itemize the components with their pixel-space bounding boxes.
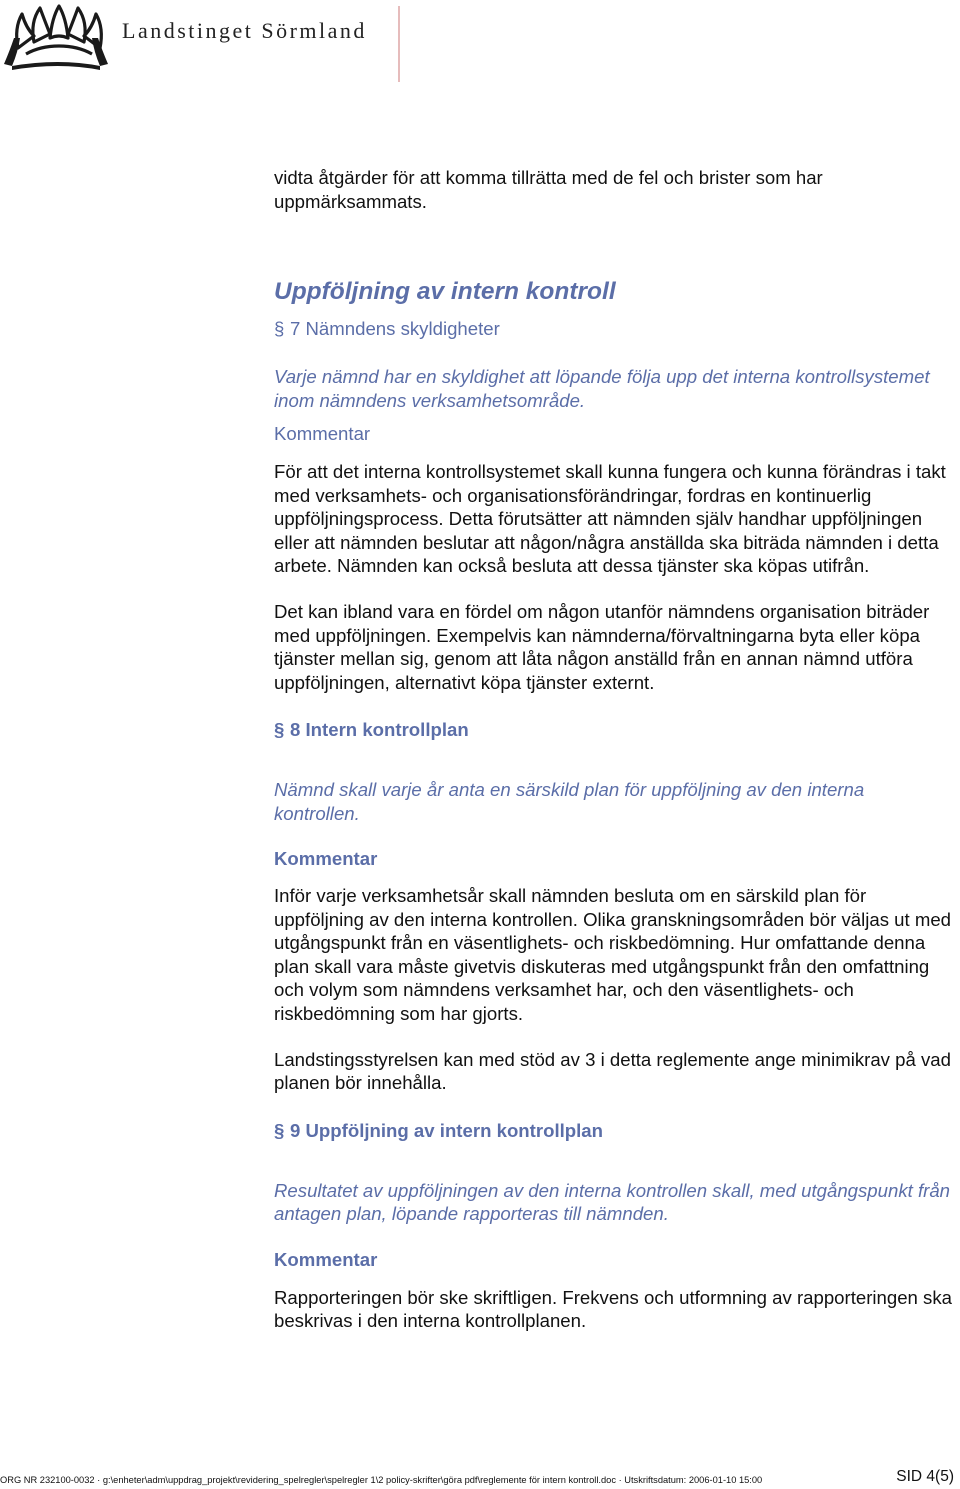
body-paragraph: Det kan ibland vara en fördel om någon utanför nämndens organisation biträder med uppföljningen. Exempelvis kan nämnderna/förvaltningarna byta eller köpa tjänster mellan sig, genom att låta någon anställd från en annan nämnd utföra uppföljningen, alternativt köpa tjänster externt. (274, 600, 930, 693)
organization-name: Landstinget Sörmland (122, 18, 367, 43)
body-paragraph: Inför varje verksamhetsår skall nämnden besluta om en särskild plan för uppföljning av den interna kontrollen. Olika granskningsområden bör väljas ut med utgångspunkt från en väsentlighets- och riskbedömning. Hur omfattande denna plan skall vara måste givetvis diskuteras med utgångspunkt från den omfattning och volym som nämndens verksamhet har, och den väsentlighets- och riskbedömning som har gjorts. (274, 885, 952, 1025)
page-number: SID 4(5) (896, 1468, 954, 1485)
paragraph-sign-icon: § (274, 719, 285, 741)
comment-label: Kommentar (274, 847, 378, 869)
body-paragraph: Rapporteringen bör ske skriftligen. Frekvens och utformning av rapporteringen ska beskrivas i den interna kontrollplanen. (274, 1286, 952, 1332)
comment-label: Kommentar (274, 1249, 378, 1271)
rule-text: Resultatet av uppföljningen av den interna kontrollen skall, med utgångspunkt från antagen plan, löpande rapporteras till nämnden. (274, 1179, 951, 1225)
rule-text: Nämnd skall varje år anta en särskild plan för uppföljning av den interna kontrollen. (274, 779, 865, 824)
document-body (274, 166, 954, 1333)
footer-document-info: ORG NR 232100-0032 · g:\enheter\adm\uppdrag_projekt\revidering_spelregler\spelregler 1\2 policy-skrifter\göra pdf\reglemente för intern kontroll.doc · Utskriftsdatum: 2006-01-10 15:00 (0, 1475, 763, 1485)
main-heading: Uppföljning av intern kontroll (274, 278, 616, 306)
body-paragraph: Landstingsstyrelsen kan med stöd av 3 i detta reglemente ange minimikrav på vad planen bör innehålla. (274, 1048, 951, 1094)
section-heading: § 7 Nämndens skyldigheter (274, 318, 500, 340)
intro-paragraph: vidta åtgärder för att komma tillrätta med de fel och brister som har uppmärksammats. (274, 167, 823, 212)
comment-label: Kommentar (274, 423, 371, 445)
paragraph-sign-icon: § (274, 1119, 285, 1141)
header-divider (398, 6, 400, 82)
section-heading: § 8 Intern kontrollplan (274, 719, 469, 741)
rule-text: Varje nämnd har en skyldighet att löpande följa upp det interna kontrollsystemet inom nämndens verksamhetsområde. (274, 366, 930, 411)
section-heading: § 9 Uppföljning av intern kontrollplan (274, 1119, 603, 1141)
paragraph-sign-icon: § (274, 318, 285, 340)
tulip-crown-logo (0, 2, 118, 70)
body-paragraph: För att det interna kontrollsystemet skall kunna fungera och kunna förändras i takt med verksamhets- och organisationsförändringar, fordras en kontinuerlig uppföljningsprocess. Detta förutsätter att nämnden själv handhar uppföljningen eller att nämnden beslutar att någon/några anställda ska biträda nämnden i detta arbete. Nämnden kan också besluta att dessa tjänster ska köpas utifrån. (274, 460, 946, 577)
